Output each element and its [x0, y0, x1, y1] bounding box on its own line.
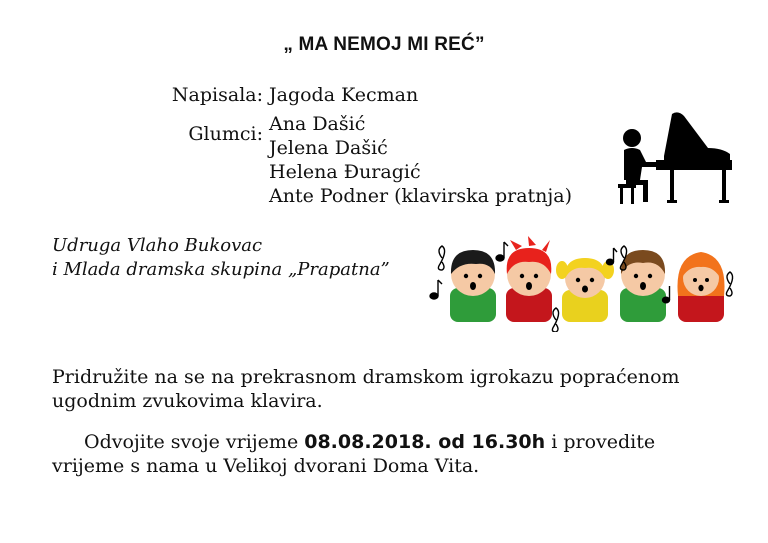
organization-line: Udruga Vlaho Bukovac — [52, 235, 263, 256]
event-datetime: 08.08.2018. od 16.30h — [304, 431, 546, 453]
author-name: Jagoda Kecman — [269, 84, 419, 106]
cast-label: Glumci: — [188, 123, 263, 145]
author-label: Napisala: — [171, 84, 263, 106]
cast-list — [269, 112, 572, 208]
cast-member: Ana Dašić — [269, 113, 366, 135]
cast-member: Helena Đuragić — [269, 161, 421, 183]
schedule-text-after: i provedite vrijeme s nama u Velikoj dvorani Doma Vita. — [52, 431, 656, 477]
schedule-text-before: Odvojite svoje vrijeme — [84, 431, 305, 453]
organization — [52, 234, 390, 282]
organization-line: i Mlada dramska skupina „Prapatna” — [52, 259, 390, 280]
cast-member: Jelena Dašić — [269, 137, 388, 159]
pianist-at-piano-icon — [612, 108, 736, 208]
schedule-paragraph — [52, 430, 712, 478]
singing-children-icon — [428, 236, 744, 332]
cast-member: Ante Podner (klavirska pratnja) — [269, 185, 573, 207]
invitation-paragraph: Pridružite na se na prekrasnom dramskom igrokazu popraćenom ugodnim zvukovima klavira. — [52, 366, 680, 412]
page-title: „ MA NEMOJ MI REĆ” — [283, 34, 485, 55]
